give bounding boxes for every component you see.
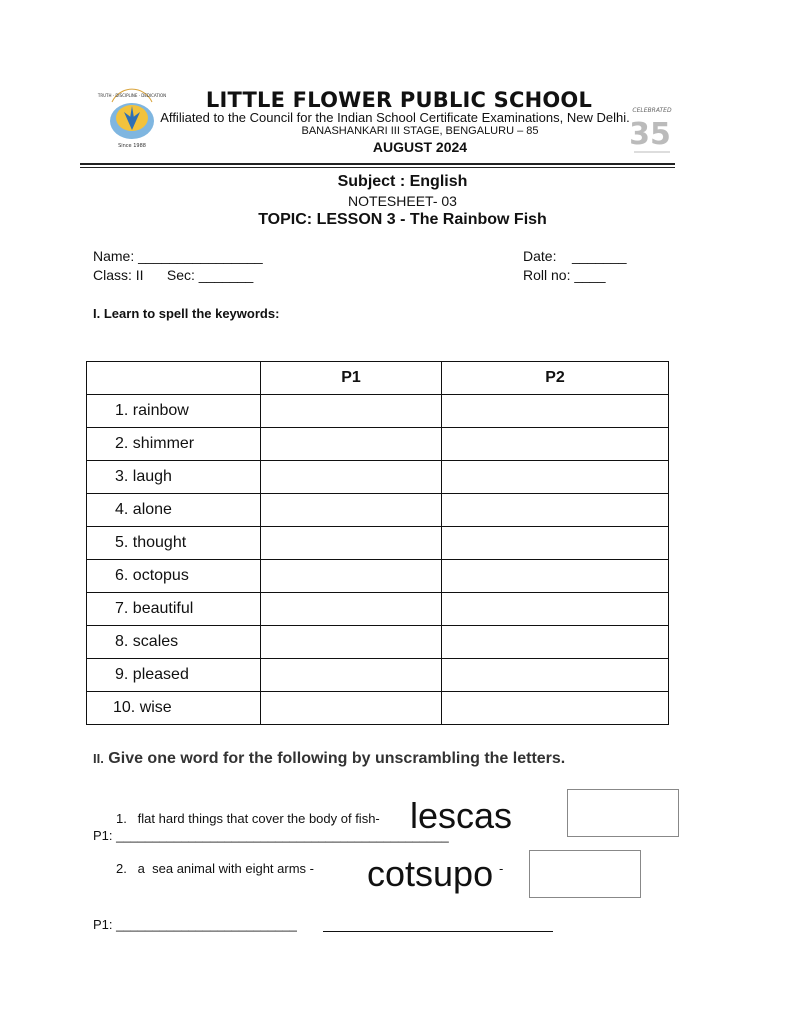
spelling-table — [86, 361, 669, 725]
keyword: 8. scales — [87, 626, 261, 659]
table-header-p2: P2 — [442, 362, 669, 395]
keyword: 2. shimmer — [87, 428, 261, 461]
p2-cell[interactable] — [442, 494, 669, 527]
p1-cell[interactable] — [261, 527, 442, 560]
header-divider — [80, 163, 675, 165]
keyword: 1. rainbow — [87, 395, 261, 428]
roll-no-field[interactable]: Roll no: ____ — [523, 267, 606, 283]
table-row — [87, 428, 669, 461]
p1-cell[interactable] — [261, 494, 442, 527]
anniversary-label: CELEBRATED — [632, 107, 672, 114]
table-row — [87, 461, 669, 494]
keyword: 6. octopus — [87, 560, 261, 593]
p1-cell[interactable] — [261, 659, 442, 692]
p1-cell[interactable] — [261, 692, 442, 725]
answer-box-1[interactable] — [567, 789, 679, 837]
p1-cell[interactable] — [261, 461, 442, 494]
p2-cell[interactable] — [442, 593, 669, 626]
p2-cell[interactable] — [442, 428, 669, 461]
table-header-p1: P1 — [261, 362, 442, 395]
keyword: 5. thought — [87, 527, 261, 560]
date-field[interactable]: Date: _______ — [523, 248, 627, 264]
keyword: 4. alone — [87, 494, 261, 527]
p1-cell[interactable] — [261, 626, 442, 659]
answer-box-2[interactable] — [529, 850, 641, 898]
p1-cell[interactable] — [261, 395, 442, 428]
class-sec-field[interactable]: Class: II Sec: _______ — [93, 267, 254, 283]
table-header-blank — [87, 362, 261, 395]
answer-line-2[interactable]: P1: _________________________ — [93, 917, 297, 932]
table-header-row — [87, 362, 669, 395]
p2-cell[interactable] — [442, 461, 669, 494]
keyword: 9. pleased — [87, 659, 261, 692]
scrambled-word-2: cotsupo — [367, 853, 494, 894]
logo-motto: TRUTH · DISCIPLINE · DEDICATION — [97, 93, 167, 98]
section-1-title: Learn to spell the keywords: — [103, 306, 280, 321]
table-row — [87, 395, 669, 428]
affiliation: Affiliated to the Council for the Indian School Certificate Examinations, New Delhi. — [160, 110, 630, 125]
anniversary-number: 35 — [629, 117, 671, 152]
table-row — [87, 659, 669, 692]
keyword: 7. beautiful — [87, 593, 261, 626]
question-1-text: 1. flat hard things that cover the body of fish- — [116, 811, 380, 826]
name-field[interactable]: Name: ________________ — [93, 248, 263, 264]
answer-line-2-extension — [323, 931, 553, 932]
notesheet-number: NOTESHEET- 03 — [348, 193, 457, 209]
p1-cell[interactable] — [261, 428, 442, 461]
school-name: LITTLE FLOWER PUBLIC SCHOOL — [205, 88, 593, 112]
p2-cell[interactable] — [442, 560, 669, 593]
p2-cell[interactable] — [442, 527, 669, 560]
question-2-text: 2. a sea animal with eight arms - — [116, 861, 314, 876]
p1-cell[interactable] — [261, 593, 442, 626]
question-2-dash: - — [499, 861, 504, 876]
p1-cell[interactable] — [261, 560, 442, 593]
answer-line-1[interactable]: P1: ______________________________________________ — [93, 828, 449, 843]
table-row — [87, 692, 669, 725]
header-divider-thin — [80, 167, 675, 168]
p2-cell[interactable] — [442, 395, 669, 428]
logo-since: Since 1988 — [118, 143, 146, 149]
table-row — [87, 593, 669, 626]
section-2-number: II. — [93, 751, 104, 766]
table-row — [87, 626, 669, 659]
p2-cell[interactable] — [442, 626, 669, 659]
keyword: 10. wise — [87, 692, 261, 725]
table-row — [87, 494, 669, 527]
p2-cell[interactable] — [442, 659, 669, 692]
month-year: AUGUST 2024 — [372, 139, 468, 155]
table-row — [87, 560, 669, 593]
section-1-heading — [93, 306, 279, 321]
section-1-number: I. — [93, 306, 101, 321]
scrambled-word-1: lescas — [410, 795, 513, 836]
section-2-heading — [93, 750, 565, 768]
section-2-title: Give one word for the following by unscrambling the letters. — [108, 750, 566, 767]
keyword: 3. laugh — [87, 461, 261, 494]
p2-cell[interactable] — [442, 692, 669, 725]
subject-title: Subject : English — [337, 173, 468, 190]
table-row — [87, 527, 669, 560]
topic-title: TOPIC: LESSON 3 - The Rainbow Fish — [258, 211, 547, 228]
school-address: BANASHANKARI III STAGE, BENGALURU – 85 — [301, 125, 539, 137]
